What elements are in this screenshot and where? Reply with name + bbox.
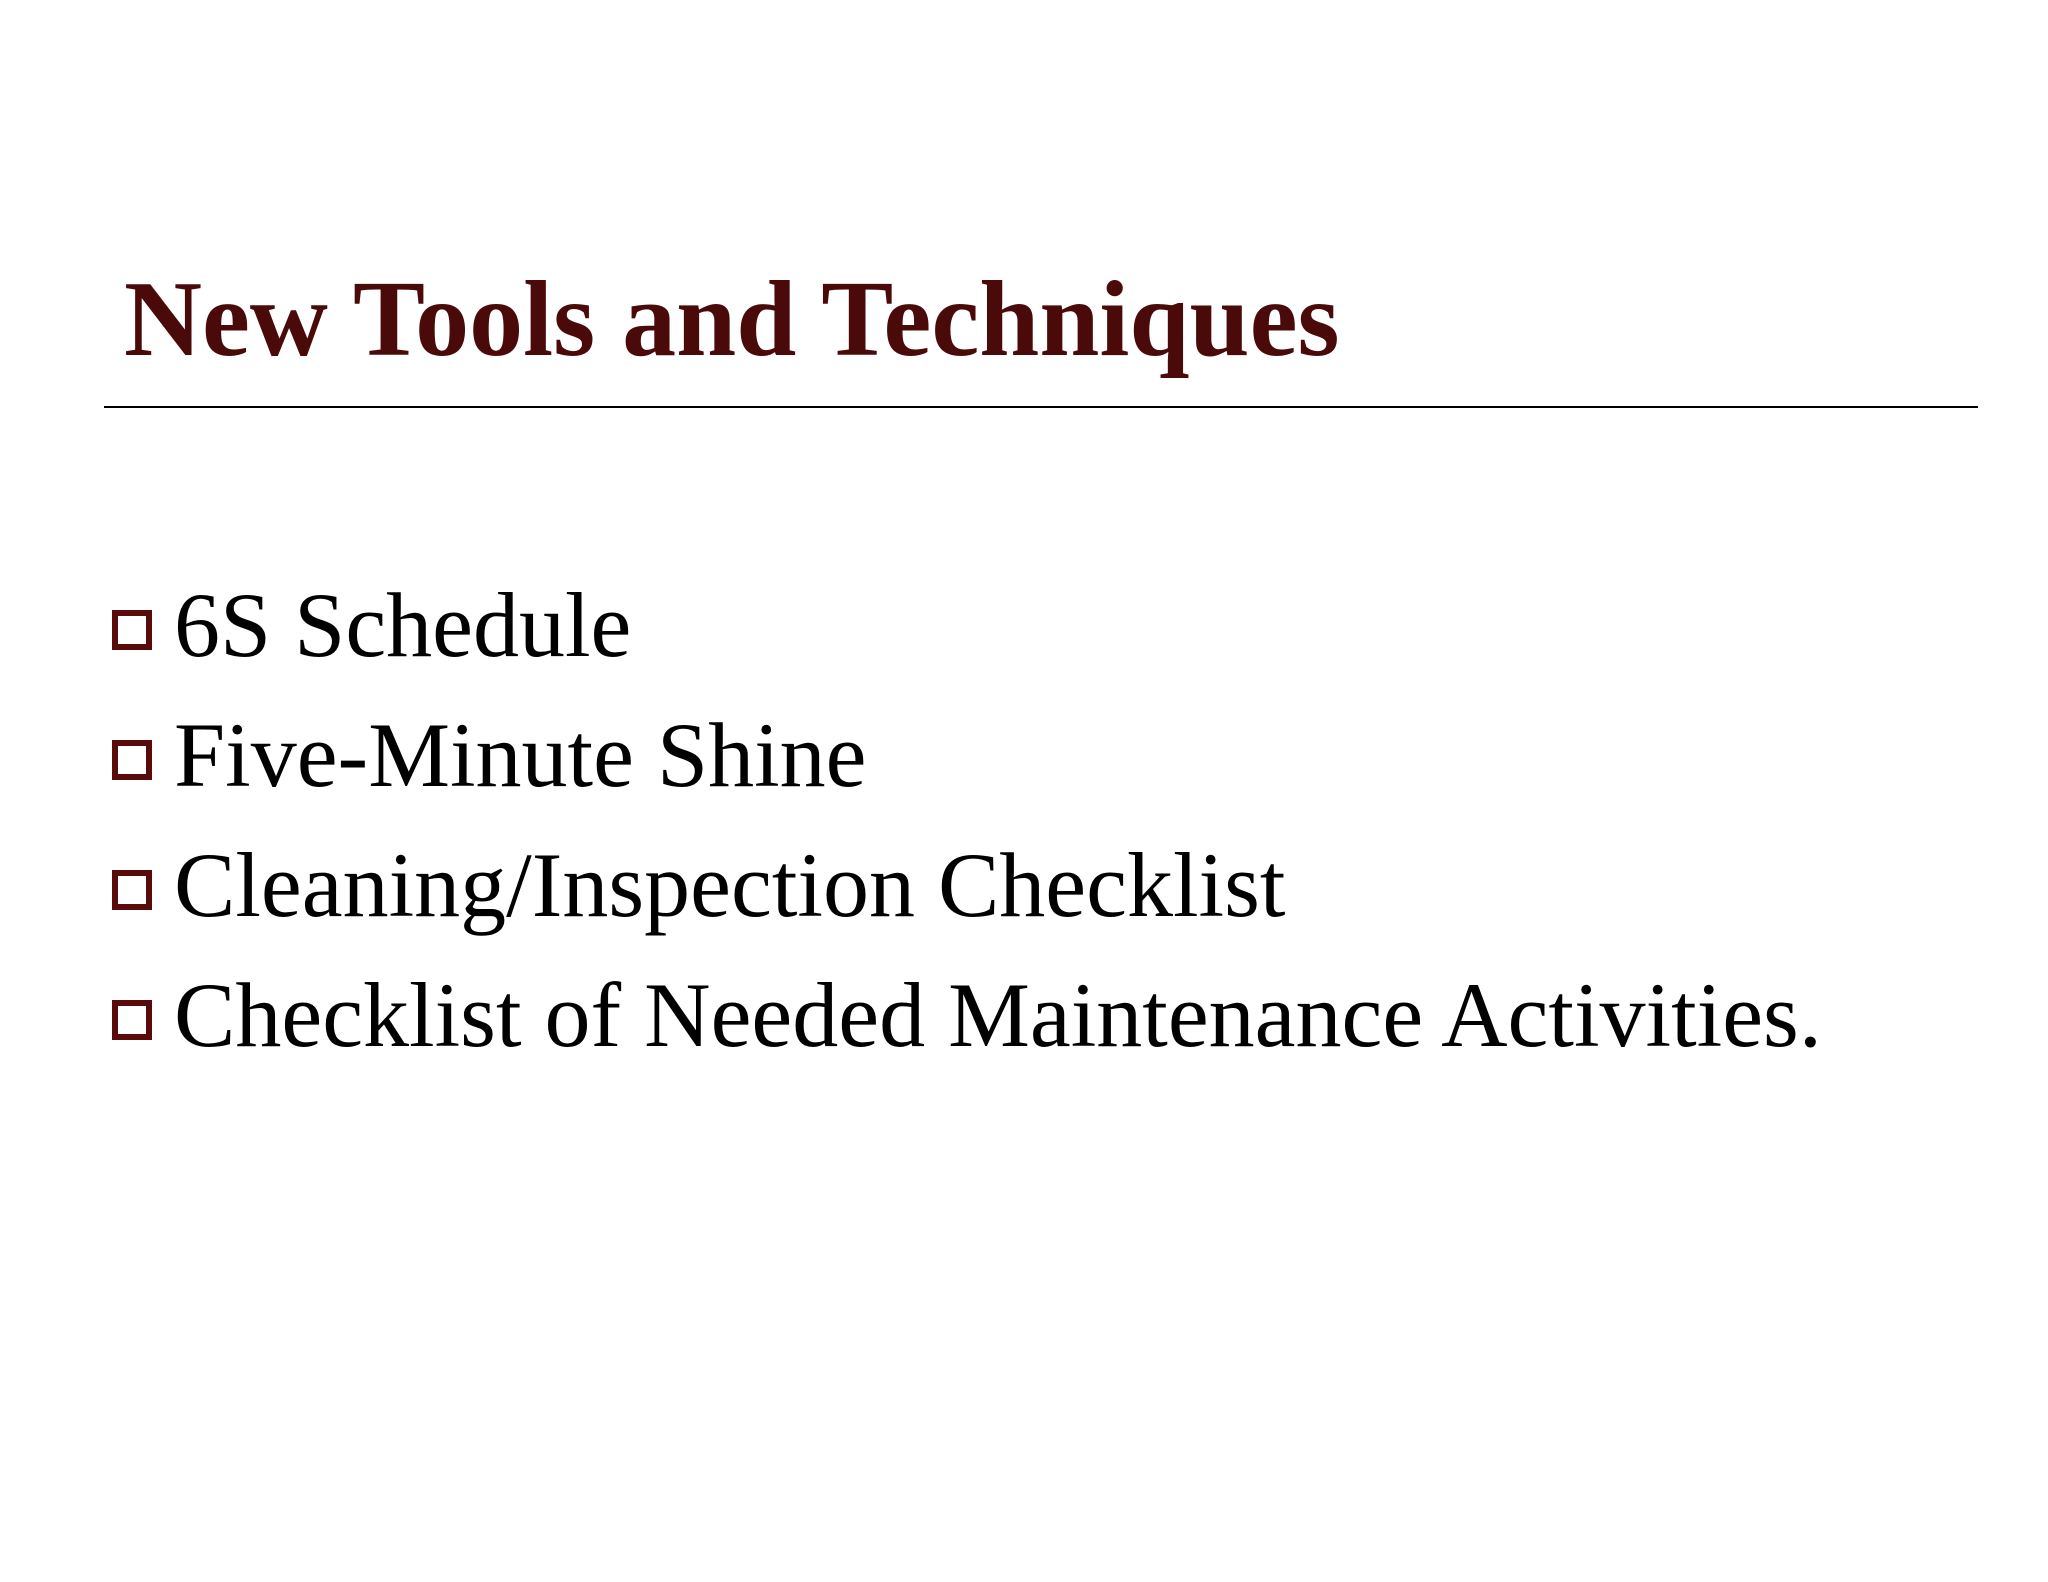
- bullet-list: [112, 560, 1822, 1080]
- slide-title: New Tools and Techniques: [124, 260, 1340, 379]
- title-divider: [104, 406, 1978, 408]
- hollow-square-icon: [112, 870, 152, 910]
- list-item: [112, 950, 1822, 1080]
- hollow-square-icon: [112, 1000, 152, 1040]
- bullet-text: 6S Schedule: [174, 574, 632, 676]
- bullet-text: Five-Minute Shine: [174, 704, 867, 806]
- list-item: [112, 560, 1822, 690]
- hollow-square-icon: [112, 610, 152, 650]
- bullet-text: Cleaning/Inspection Checklist: [174, 834, 1286, 936]
- list-item: [112, 690, 1822, 820]
- list-item: [112, 820, 1822, 950]
- bullet-text: Checklist of Needed Maintenance Activities.: [174, 964, 1822, 1066]
- hollow-square-icon: [112, 740, 152, 780]
